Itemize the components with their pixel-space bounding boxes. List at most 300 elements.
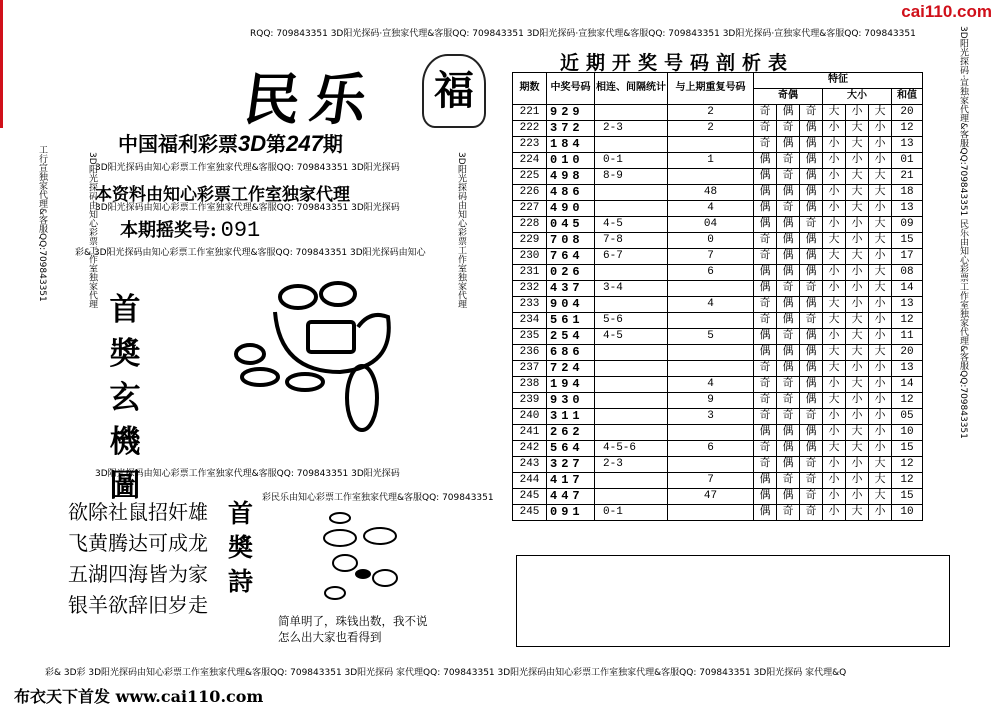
cell-gap [595,345,668,361]
cell-number: 904 [547,297,595,313]
watermark-top: RQQ: 709843351 3D阳光探码·宣独家代理&客服QQ: 709843351 3D阳光探码·宣独家代理&客服QQ: 709843351 3D阳光探码·宣独家代理&客服QQ: 709843351 [250,29,916,39]
cell-sum: 12 [892,457,923,473]
cell-size: 大 [846,313,869,329]
cell-repeat: 9 [668,393,754,409]
cell-size: 小 [823,409,846,425]
watermark-bottom: 彩& 3D彩 3D阳光探码由知心彩票工作室独家代理&客服QQ: 709843351 3D阳光探码 家代理QQ: 709843351 3D阳光探码由知心彩票工作室独家代理&客服QQ: 709843351 3D阳光探码 家代理&Q [45,668,847,678]
cell-size: 小 [869,409,892,425]
puzzle-title-char: 機 [109,424,141,460]
cell-gap: 4-5-6 [595,441,668,457]
table-row [513,393,923,409]
poem-title-char: 詩 [228,567,254,596]
cell-issue: 235 [513,329,547,345]
table-row [513,297,923,313]
cell-parity: 奇 [800,457,823,473]
table-title: 近期开奖号码剖析表 [560,52,795,74]
table-row [513,457,923,473]
cell-size: 小 [823,217,846,233]
cell-size: 小 [869,249,892,265]
cell-parity: 偶 [800,121,823,137]
puzzle-drawing [220,272,420,442]
watermark-right: 3D阳光探码·宣独家代理&客服QQ:709843351 民乐由知心彩票工作室独家代理&客服QQ:709843351 [958,26,968,439]
cell-parity: 偶 [800,345,823,361]
poem-title-char: 奬 [228,533,254,562]
header-issue: 期数 [513,73,547,105]
issue-heading [118,128,343,157]
table-row [513,441,923,457]
cell-repeat: 5 [668,329,754,345]
table-row [513,489,923,505]
cell-repeat: 04 [668,217,754,233]
cell-issue: 225 [513,169,547,185]
cell-gap: 0-1 [595,153,668,169]
cell-number: 490 [547,201,595,217]
cell-sum: 20 [892,345,923,361]
cell-size: 大 [846,345,869,361]
cell-parity: 偶 [800,233,823,249]
cell-parity: 偶 [754,489,777,505]
cell-size: 大 [869,217,892,233]
cell-size: 大 [869,281,892,297]
cell-size: 小 [869,505,892,521]
puzzle-title-char: 奬 [109,336,141,372]
cell-number: 724 [547,361,595,377]
table-row [513,313,923,329]
cell-sum: 10 [892,425,923,441]
cell-size: 大 [823,233,846,249]
table-body [513,105,923,521]
coin-drawing [305,508,435,608]
cell-size: 小 [869,361,892,377]
table-row [513,329,923,345]
watermark-mid-left: 3D阳光探码由知心彩票工作室独家代理 [87,152,97,309]
cell-repeat: 4 [668,201,754,217]
cell-repeat: 2 [668,121,754,137]
cell-size: 小 [846,265,869,281]
record-table [512,72,923,521]
cell-size: 小 [846,297,869,313]
cell-parity: 奇 [754,393,777,409]
cell-parity: 偶 [777,233,800,249]
cell-parity: 偶 [800,137,823,153]
poem-line: 银羊欲辞旧岁走 [68,593,208,617]
cell-parity: 偶 [754,201,777,217]
cell-size: 小 [846,409,869,425]
cell-sum: 12 [892,313,923,329]
cell-size: 小 [823,185,846,201]
cell-issue: 223 [513,137,547,153]
cell-parity: 偶 [777,249,800,265]
cell-size: 大 [846,377,869,393]
cell-sum: 01 [892,153,923,169]
cell-issue: 228 [513,217,547,233]
cell-issue: 224 [513,153,547,169]
cell-sum: 12 [892,121,923,137]
cell-number: 184 [547,137,595,153]
cell-parity: 奇 [777,121,800,137]
cell-parity: 偶 [800,169,823,185]
cell-issue: 230 [513,249,547,265]
puzzle-title-char: 玄 [109,380,141,416]
cell-size: 小 [869,425,892,441]
cell-parity: 奇 [777,169,800,185]
puzzle-title-char: 首 [109,292,141,328]
cell-repeat: 6 [668,265,754,281]
cell-size: 大 [823,441,846,457]
cell-gap: 7-8 [595,233,668,249]
cell-size: 小 [846,457,869,473]
cell-number: 564 [547,441,595,457]
cell-parity: 偶 [754,329,777,345]
watermark-line-5: 彩民乐由知心彩票工作室独家代理&客服QQ: 709843351 [262,493,494,503]
cell-parity: 奇 [754,377,777,393]
cell-parity: 奇 [754,441,777,457]
cell-repeat [668,345,754,361]
poem-title-char: 首 [228,499,254,528]
cell-parity: 偶 [800,377,823,393]
table-row [513,169,923,185]
cell-number: 091 [547,505,595,521]
watermark-mid-right: 3D阳光探码由知心彩票工作室独家代理 [456,152,466,309]
cell-parity: 偶 [800,265,823,281]
cell-sum: 14 [892,281,923,297]
puzzle-shape [236,345,264,363]
cell-size: 大 [823,249,846,265]
header-sum: 和值 [892,89,923,105]
cell-repeat [668,361,754,377]
coin-shape [333,555,357,571]
cell-parity: 偶 [754,345,777,361]
table-row [513,233,923,249]
hint-text [278,613,428,645]
cell-sum: 15 [892,441,923,457]
cell-sum: 14 [892,377,923,393]
table-row [513,361,923,377]
cell-parity: 偶 [800,329,823,345]
cell-parity: 奇 [754,249,777,265]
cell-repeat: 1 [668,153,754,169]
cell-parity: 奇 [800,217,823,233]
cell-size: 大 [869,473,892,489]
cell-gap: 4-5 [595,329,668,345]
cell-gap [595,201,668,217]
cell-repeat: 6 [668,441,754,457]
table-row [513,265,923,281]
cell-parity: 奇 [777,281,800,297]
cell-parity: 偶 [754,217,777,233]
table-row [513,377,923,393]
cell-issue: 234 [513,313,547,329]
cell-parity: 奇 [777,153,800,169]
cell-sum: 12 [892,393,923,409]
cell-parity: 奇 [777,329,800,345]
table-row [513,249,923,265]
puzzle-shape [242,369,278,385]
cell-parity: 偶 [754,169,777,185]
cell-repeat [668,457,754,473]
cell-size: 小 [823,169,846,185]
cell-gap [595,361,668,377]
cell-number: 194 [547,377,595,393]
cell-number: 498 [547,169,595,185]
cell-size: 小 [823,137,846,153]
cell-gap: 3-4 [595,281,668,297]
cell-parity: 偶 [777,361,800,377]
cell-issue: 239 [513,393,547,409]
cell-size: 大 [846,441,869,457]
table-row [513,505,923,521]
red-edge-bar [0,0,3,128]
cell-issue: 221 [513,105,547,121]
cell-issue: 233 [513,297,547,313]
header-number: 中奖号码 [547,73,595,105]
cell-parity: 偶 [800,393,823,409]
cell-parity: 偶 [777,425,800,441]
cell-size: 小 [869,393,892,409]
cell-parity: 奇 [754,105,777,121]
cell-size: 大 [869,457,892,473]
cell-sum: 12 [892,473,923,489]
poem-line: 飞黄腾达可成龙 [68,531,208,555]
blank-box [516,555,950,647]
header-feature: 特征 [754,73,923,89]
cell-issue: 242 [513,441,547,457]
puzzle-shape [308,322,354,352]
cell-size: 大 [846,185,869,201]
table-row [513,409,923,425]
cell-parity: 奇 [800,409,823,425]
cell-sum: 20 [892,105,923,121]
cell-size: 小 [846,361,869,377]
cell-gap [595,185,668,201]
coin-shape [324,530,356,546]
cell-number: 254 [547,329,595,345]
cell-parity: 奇 [754,409,777,425]
cell-size: 大 [846,505,869,521]
cell-issue: 227 [513,201,547,217]
cell-size: 大 [846,121,869,137]
cell-size: 小 [823,281,846,297]
table-row [513,153,923,169]
cell-gap [595,425,668,441]
cell-parity: 偶 [777,345,800,361]
cell-size: 大 [823,297,846,313]
cell-number: 311 [547,409,595,425]
coin-shape [330,513,350,523]
cell-number: 561 [547,313,595,329]
cell-parity: 偶 [800,297,823,313]
cell-parity: 偶 [777,297,800,313]
header-gap: 相连、间隔统计 [595,73,668,105]
cell-parity: 奇 [777,473,800,489]
agency-line: 本资料由知心彩票工作室独家代理 [95,185,350,205]
issue-suffix: 期 [322,132,343,156]
cell-parity: 奇 [800,489,823,505]
site-label: cai110.com [901,2,992,21]
cell-size: 小 [846,217,869,233]
cell-repeat: 7 [668,473,754,489]
issue-prefix: 中国福利彩票 [118,132,238,156]
cell-gap [595,409,668,425]
cell-size: 大 [846,201,869,217]
cell-parity: 偶 [754,153,777,169]
table-row [513,137,923,153]
cell-size: 大 [846,137,869,153]
cell-parity: 奇 [777,201,800,217]
cell-parity: 奇 [754,361,777,377]
cell-parity: 偶 [754,505,777,521]
cell-parity: 偶 [800,361,823,377]
cell-size: 小 [846,489,869,505]
cell-parity: 偶 [777,441,800,457]
cell-parity: 偶 [777,217,800,233]
cell-size: 大 [869,233,892,249]
cell-parity: 奇 [800,505,823,521]
cell-gap: 5-6 [595,313,668,329]
cell-size: 小 [869,201,892,217]
cell-sum: 15 [892,233,923,249]
table-row [513,105,923,121]
cell-size: 大 [823,345,846,361]
cell-size: 大 [823,361,846,377]
cell-size: 小 [869,297,892,313]
cell-parity: 奇 [754,137,777,153]
cell-number: 327 [547,457,595,473]
poem-title [228,497,258,599]
cell-repeat: 4 [668,297,754,313]
watermark-line-1: 3D阳光探码由知心彩票工作室独家代理&客服QQ: 709843351 3D阳光探码 [95,163,400,173]
cell-size: 小 [846,281,869,297]
header-repeat: 与上期重复号码 [668,73,754,105]
cell-repeat [668,281,754,297]
cell-parity: 奇 [754,121,777,137]
cell-number: 447 [547,489,595,505]
cell-sum: 13 [892,137,923,153]
cell-size: 小 [823,329,846,345]
brand-title: 民乐 [239,67,382,133]
cell-size: 小 [823,489,846,505]
fu-emblem: 福 [422,54,486,128]
cell-size: 大 [846,169,869,185]
drawn-number [120,216,260,243]
cell-number: 930 [547,393,595,409]
cell-gap [595,473,668,489]
cell-issue: 236 [513,345,547,361]
poem-line: 五湖四海皆为家 [68,562,208,586]
table-row [513,345,923,361]
hint-line: 怎么出大家也看得到 [278,630,382,644]
cell-size: 大 [823,313,846,329]
cell-parity: 奇 [777,409,800,425]
cell-number: 437 [547,281,595,297]
cell-size: 小 [869,329,892,345]
cell-number: 026 [547,265,595,281]
table-row [513,281,923,297]
cell-gap: 2-3 [595,457,668,473]
cell-issue: 243 [513,457,547,473]
cell-parity: 偶 [800,201,823,217]
cell-parity: 奇 [754,313,777,329]
cell-gap: 0-1 [595,505,668,521]
cell-gap [595,297,668,313]
cell-sum: 11 [892,329,923,345]
cell-size: 小 [869,137,892,153]
cell-number: 262 [547,425,595,441]
cell-repeat [668,505,754,521]
cell-sum: 08 [892,265,923,281]
cell-parity: 奇 [777,377,800,393]
cell-size: 大 [846,329,869,345]
cell-size: 小 [846,233,869,249]
table-row [513,185,923,201]
header-parity: 奇偶 [754,89,823,105]
cell-size: 大 [869,185,892,201]
cell-parity: 奇 [800,281,823,297]
cell-number: 764 [547,249,595,265]
cell-repeat: 7 [668,249,754,265]
cell-sum: 13 [892,361,923,377]
cell-number: 486 [547,185,595,201]
cell-repeat [668,313,754,329]
header-size: 大小 [823,89,892,105]
cell-repeat [668,169,754,185]
cell-parity: 偶 [777,265,800,281]
cell-repeat [668,425,754,441]
coin-shape [325,587,345,599]
cell-sum: 18 [892,185,923,201]
cell-size: 大 [869,489,892,505]
cell-gap [595,393,668,409]
cell-parity: 奇 [800,105,823,121]
cell-number: 929 [547,105,595,121]
cell-parity: 偶 [800,441,823,457]
cell-gap [595,265,668,281]
cell-issue: 237 [513,361,547,377]
puzzle-title-char: 圖 [109,468,141,504]
drawn-value: 091 [220,218,261,243]
footer-text: 布衣天下首发 www.cai110.com [14,687,264,706]
cell-parity: 偶 [754,425,777,441]
cell-size: 大 [869,345,892,361]
cell-gap [595,137,668,153]
cell-size: 小 [823,425,846,441]
cell-sum: 09 [892,217,923,233]
cell-gap: 6-7 [595,249,668,265]
cell-issue: 245 [513,489,547,505]
poem-line: 欲除社鼠招奸雄 [68,500,208,524]
cell-sum: 13 [892,201,923,217]
cell-size: 小 [823,121,846,137]
cell-size: 小 [869,153,892,169]
cell-issue: 226 [513,185,547,201]
cell-size: 小 [823,473,846,489]
table-row [513,121,923,137]
issue-number: 247 [286,131,323,156]
cell-issue: 244 [513,473,547,489]
cell-sum: 10 [892,505,923,521]
drawn-label: 本期摇奖号: [120,220,217,241]
cell-size: 小 [869,121,892,137]
cell-repeat: 4 [668,377,754,393]
watermark-line-3: 彩& 3D阳光探码由知心彩票工作室独家代理&客服QQ: 709843351 3D阳光探码由知心 [75,248,426,258]
cell-repeat: 3 [668,409,754,425]
cell-issue: 231 [513,265,547,281]
cell-parity: 偶 [754,473,777,489]
coin-shape [364,528,396,544]
cell-size: 小 [846,393,869,409]
cell-repeat: 0 [668,233,754,249]
coin-shape [373,570,397,586]
